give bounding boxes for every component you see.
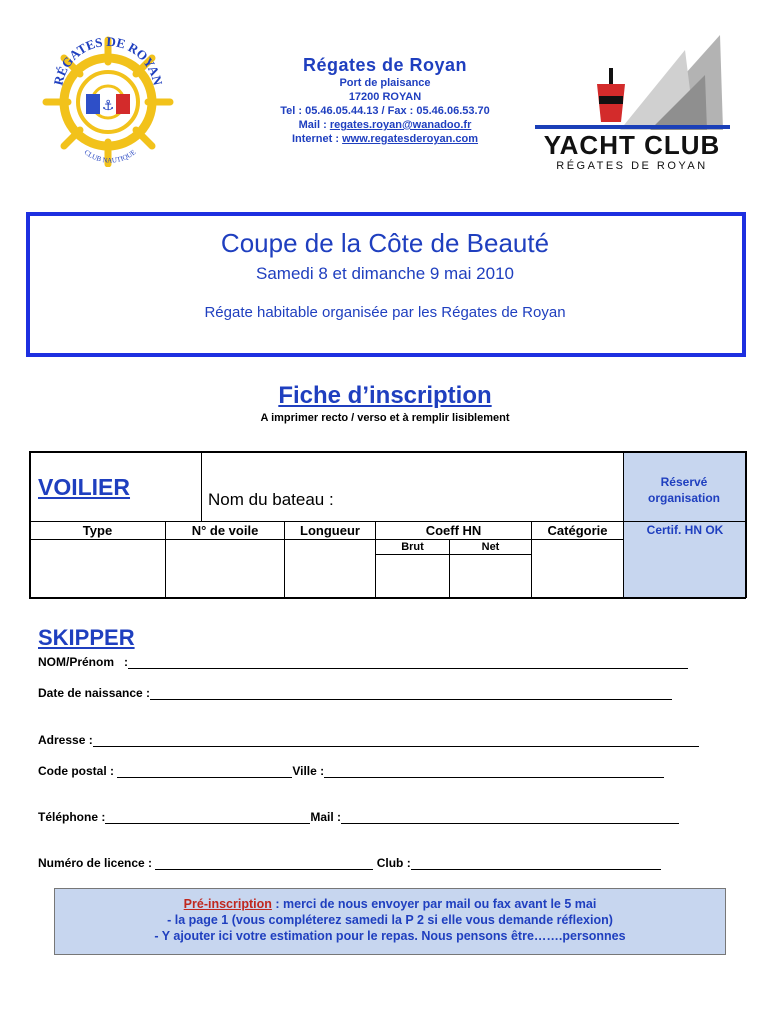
- yacht-club-title: YACHT CLUB: [543, 130, 721, 160]
- field-date-naissance[interactable]: [38, 686, 672, 700]
- adresse-label: Adresse :: [38, 733, 93, 747]
- boat-name-label: Nom du bateau :: [208, 490, 334, 509]
- tel-fax: Tel : 05.46.05.44.13 / Fax : 05.46.06.53.70: [280, 105, 490, 117]
- buoy-icon: [597, 68, 625, 122]
- form-subtitle: A imprimer recto / verso et à remplir lisiblement: [260, 412, 510, 424]
- nom-prenom-label: NOM/Prénom :: [38, 655, 129, 669]
- ville-input[interactable]: [324, 767, 664, 778]
- field-telephone-mail[interactable]: [38, 810, 679, 824]
- yacht-club-subtitle: RÉGATES DE ROYAN: [556, 160, 708, 172]
- event-description: Régate habitable organisée par les Régates de Royan: [204, 304, 566, 321]
- col-sail-number: N° de voile: [191, 523, 259, 538]
- mail-input[interactable]: [341, 813, 679, 824]
- internet-line: Internet : www.regatesderoyan.com: [291, 133, 479, 145]
- address-line-1: Port de plaisance: [339, 77, 431, 89]
- col-length: Longueur: [300, 523, 360, 538]
- ville-label: Ville :: [292, 764, 325, 778]
- telephone-input[interactable]: [105, 813, 310, 824]
- event-title: Coupe de la Côte de Beauté: [220, 228, 550, 258]
- form-title: Fiche d’inscription: [278, 382, 492, 409]
- skipper-title: SKIPPER: [38, 625, 135, 650]
- website-link[interactable]: www.regatesderoyan.com: [342, 133, 479, 145]
- event-dates: Samedi 8 et dimanche 9 mai 2010: [256, 264, 514, 283]
- col-coeff-hn: Coeff HN: [425, 523, 482, 538]
- col-coeff-brut: Brut: [401, 541, 424, 553]
- club-logo-left: [40, 22, 175, 167]
- sailboat-icon: [535, 35, 730, 130]
- table-border-right: [745, 451, 747, 598]
- certif-hn-label: Certif. HN OK: [646, 523, 724, 537]
- field-nom-prenom[interactable]: [38, 655, 688, 669]
- note-line-2: - la page 1 (vous compléterez samedi la P 2 si elle vous demande réflexion): [167, 913, 613, 927]
- logo-left-bottom-text: CLUB NAUTIQUE: [82, 148, 138, 165]
- code-postal-input[interactable]: [117, 767, 292, 778]
- voilier-label: VOILIER: [38, 474, 131, 500]
- date-naissance-label: Date de naissance :: [38, 686, 151, 700]
- col-category: Catégorie: [547, 523, 608, 538]
- flag-blue-icon: [86, 94, 100, 114]
- field-licence-club[interactable]: [38, 856, 661, 870]
- table-row-divider: [29, 521, 746, 522]
- flag-red-icon: [116, 94, 130, 114]
- date-naissance-input[interactable]: [150, 689, 672, 700]
- reserved-label: Réservé organisation: [647, 475, 720, 505]
- table-border-top: [29, 451, 746, 453]
- logo-left-top-text: RÉGATES DE ROYAN: [50, 33, 166, 87]
- col-type: Type: [82, 523, 113, 538]
- licence-input[interactable]: [155, 859, 373, 870]
- nom-prenom-input[interactable]: [128, 658, 688, 669]
- club-contact-block: [200, 55, 570, 146]
- note-line-1: Pré-inscription : merci de nous envoyer par mail ou fax avant le 5 mai: [183, 897, 597, 911]
- adresse-input[interactable]: [93, 736, 699, 747]
- code-postal-label: Code postal :: [38, 764, 118, 778]
- mail-link[interactable]: regates.royan@wanadoo.fr: [329, 119, 472, 131]
- table-vline-name: [201, 451, 202, 521]
- telephone-label: Téléphone :: [38, 810, 106, 824]
- club-input[interactable]: [411, 859, 661, 870]
- table-subheader-divider: [375, 554, 531, 555]
- licence-label: Numéro de licence :: [38, 856, 156, 870]
- field-adresse[interactable]: [38, 733, 699, 747]
- pre-inscription-label: Pré-inscription: [183, 897, 272, 911]
- table-header-divider: [29, 539, 623, 540]
- note-line-3: - Y ajouter ici votre estimation pour le repas. Nous pensons être…….personnes: [154, 929, 626, 943]
- address-line-2: 17200 ROYAN: [348, 91, 422, 103]
- field-code-postal-ville[interactable]: [38, 764, 664, 778]
- mail-label: Mail :: [310, 810, 342, 824]
- table-border-bottom: [29, 597, 746, 599]
- club-name: Régates de Royan: [302, 55, 468, 75]
- mail-line: Mail : regates.royan@wanadoo.fr: [298, 119, 472, 131]
- col-coeff-net: Net: [481, 541, 500, 553]
- anchor-icon: ⚓: [101, 98, 115, 114]
- club-label: Club :: [373, 856, 411, 870]
